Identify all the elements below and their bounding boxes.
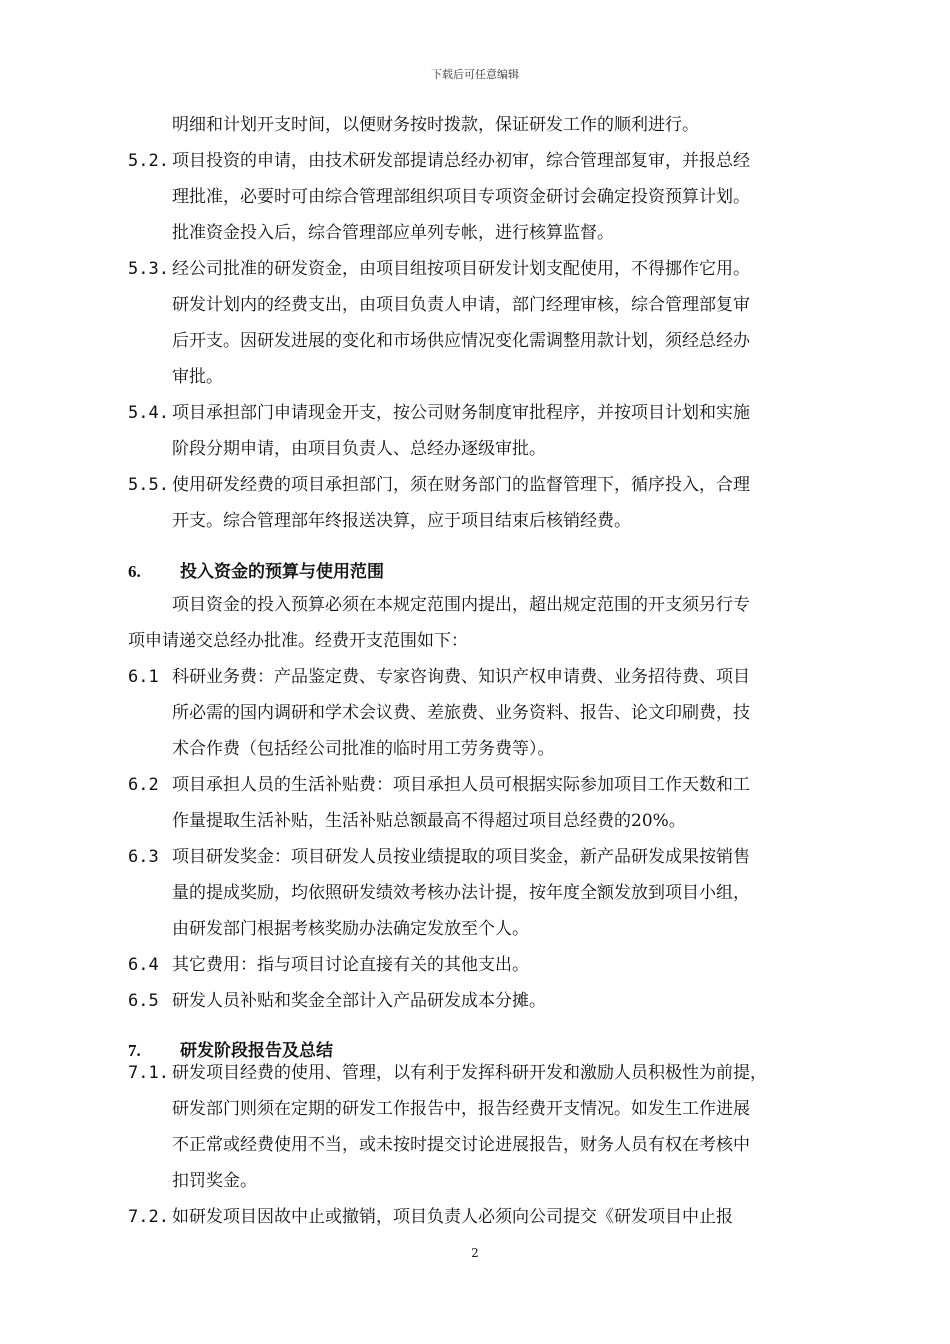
text-line: 项目研发奖金：项目研发人员按业绩提取的项目奖金，新产品研发成果按销售 <box>172 847 750 867</box>
text-line: 理批准，必要时可由综合管理部组织项目专项资金研讨会确定投资预算计划。 <box>172 187 750 207</box>
text-line: 项目承担部门申请现金开支，按公司财务制度审批程序，并按项目计划和实施 <box>172 403 750 423</box>
clause-number: 5.2. <box>128 151 169 171</box>
text-line: 审批。 <box>172 367 223 387</box>
text-line: 如研发项目因故中止或撤销，项目负责人必须向公司提交《研发项目中止报 <box>172 1207 733 1227</box>
text-line: 明细和计划开支时间，以便财务按时拨款，保证研发工作的顺利进行。 <box>172 115 699 135</box>
clause-number: 6.3 <box>128 847 159 867</box>
text-line: 研发部门则须在定期的研发工作报告中，报告经费开支情况。如发生工作进展 <box>172 1099 750 1119</box>
text-line: 量的提成奖励，均依照研发绩效考核办法计提，按年度全额发放到项目小组， <box>172 883 750 903</box>
text-line: 经公司批准的研发资金，由项目组按项目研发计划支配使用，不得挪作它用。 <box>172 259 750 279</box>
clause-number: 7.2. <box>128 1207 169 1227</box>
text-line: 后开支。因研发进展的变化和市场供应情况变化需调整用款计划，须经总经办 <box>172 331 750 351</box>
page-number: 2 <box>471 1246 479 1260</box>
text-line: 作量提取生活补贴，生活补贴总额最高不得超过项目总经费的20%。 <box>172 811 686 831</box>
text-line: 阶段分期申请，由项目负责人、总经办逐级审批。 <box>172 439 546 459</box>
text-line: 研发项目经费的使用、管理，以有利于发挥科研开发和激励人员积极性为前提， <box>172 1063 767 1083</box>
section-heading: 投入资金的预算与使用范围 <box>180 562 384 582</box>
clause-number: 6.4 <box>128 955 159 975</box>
text-line: 开支。综合管理部年终报送决算，应于项目结束后核销经费。 <box>172 511 631 531</box>
text-line: 批准资金投入后，综合管理部应单列专帐，进行核算监督。 <box>172 223 614 243</box>
text-line: 使用研发经费的项目承担部门，须在财务部门的监督管理下，循序投入，合理 <box>172 475 750 495</box>
section-number: 7. <box>128 1041 141 1060</box>
text-line: 研发人员补贴和奖金全部计入产品研发成本分摊。 <box>172 991 546 1011</box>
section-heading: 研发阶段报告及总结 <box>180 1041 333 1061</box>
text-line: 项目投资的申请，由技术研发部提请总经办初审，综合管理部复审，并报总经 <box>172 151 750 171</box>
clause-number: 6.2 <box>128 775 159 795</box>
text-line: 研发计划内的经费支出，由项目负责人申请，部门经理审核，综合管理部复审 <box>172 295 750 315</box>
clause-number: 5.4. <box>128 403 169 423</box>
text-line: 项目承担人员的生活补贴费：项目承担人员可根据实际参加项目工作天数和工 <box>172 775 750 795</box>
clause-number: 5.3. <box>128 259 169 279</box>
text-line: 其它费用：指与项目讨论直接有关的其他支出。 <box>172 955 529 975</box>
clause-number: 6.1 <box>128 667 159 687</box>
text-line: 项申请递交总经办批准。经费开支范围如下： <box>128 631 468 651</box>
text-line: 项目资金的投入预算必须在本规定范围内提出，超出规定范围的开支须另行专 <box>172 595 750 615</box>
clause-number: 5.5. <box>128 475 169 495</box>
text-line: 所必需的国内调研和学术会议费、差旅费、业务资料、报告、论文印刷费，技 <box>172 703 750 723</box>
clause-number: 7.1. <box>128 1063 169 1083</box>
page-header: 下载后可任意编辑 <box>431 68 519 81</box>
text-line: 术合作费（包括经公司批准的临时用工劳务费等）。 <box>172 739 555 759</box>
text-line: 科研业务费：产品鉴定费、专家咨询费、知识产权申请费、业务招待费、项目 <box>172 667 750 687</box>
clause-number: 6.5 <box>128 991 159 1011</box>
section-number: 6. <box>128 562 141 581</box>
text-line: 由研发部门根据考核奖励办法确定发放至个人。 <box>172 919 529 939</box>
text-line: 不正常或经费使用不当，或未按时提交讨论进展报告，财务人员有权在考核中 <box>172 1135 750 1155</box>
text-line: 扣罚奖金。 <box>172 1171 257 1191</box>
